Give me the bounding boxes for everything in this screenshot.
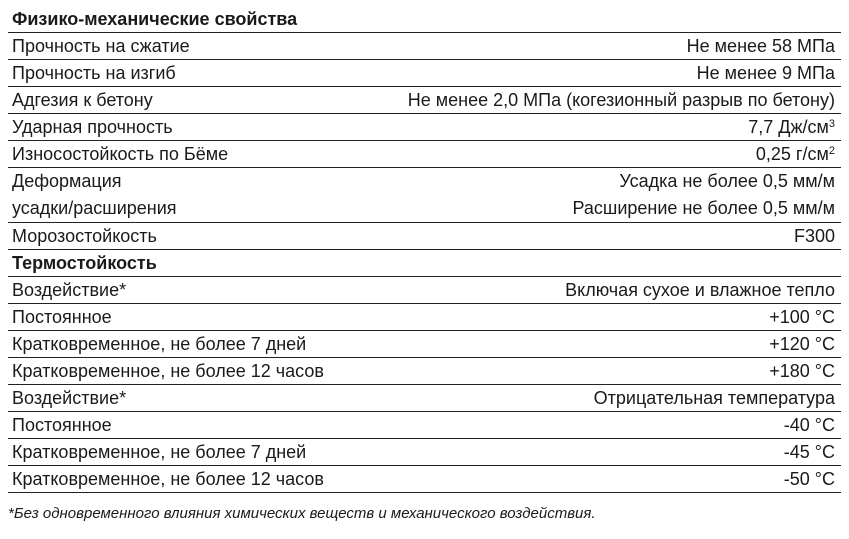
row-value: -40 °С (783, 415, 835, 435)
value-text: 0,25 г/см (755, 144, 829, 164)
row-label: Адгезия к бетону (12, 90, 153, 110)
row-value: Не менее 58 МПа (686, 36, 835, 56)
table-row-impact (8, 114, 841, 141)
row-label: Прочность на изгиб (12, 63, 176, 83)
row-value: Не менее 2,0 МПа (когезионный разрыв по бетону) (407, 90, 835, 110)
table-row-heat-constant (8, 304, 841, 331)
table-row-cold-short-12 (8, 466, 841, 493)
row-label-line1: Деформация (12, 171, 122, 191)
table-row-heat-short-12 (8, 358, 841, 385)
properties-table (8, 6, 841, 493)
row-label: Износостойкость по Бёме (12, 144, 229, 164)
section-header-mechanical (8, 6, 841, 33)
row-value: -50 °С (783, 469, 835, 489)
row-value: Не менее 9 МПа (696, 63, 835, 83)
value-text: 7,7 Дж/см (748, 117, 829, 137)
row-label: Ударная прочность (12, 117, 173, 137)
footnote: *Без одновременного влияния химических веществ и механического воздействия. (8, 505, 596, 522)
row-value: +180 °С (769, 361, 835, 381)
row-value (748, 114, 835, 140)
superscript: 2 (828, 145, 835, 157)
table-row-deformation (8, 168, 841, 223)
section-header-thermo (8, 250, 841, 277)
row-value: -45 °С (783, 442, 835, 462)
row-label: Кратковременное, не более 7 дней (12, 442, 307, 462)
table-row-adhesion (8, 87, 841, 114)
row-label: Прочность на сжатие (12, 36, 190, 56)
row-label: Кратковременное, не более 7 дней (12, 334, 307, 354)
row-value-line2: Расширение не более 0,5 мм/м (572, 198, 835, 218)
section-title: Физико-механические свойства (12, 9, 298, 29)
row-label: Воздействие* (12, 388, 127, 408)
row-value: F300 (793, 226, 835, 246)
row-value (756, 141, 835, 167)
row-label-line2: усадки/расширения (12, 198, 177, 218)
row-label: Морозостойкость (12, 226, 157, 246)
table-row-heat-short-7 (8, 331, 841, 358)
table-row-cold-exposure (8, 385, 841, 412)
row-label: Кратковременное, не более 12 часов (12, 361, 324, 381)
table-row-compression (8, 33, 841, 60)
row-value: +120 °С (769, 334, 835, 354)
row-value: +100 °С (769, 307, 835, 327)
table-row-frost (8, 223, 841, 250)
row-value: Включая сухое и влажное тепло (565, 280, 835, 300)
table-row-heat-exposure (8, 277, 841, 304)
row-label: Кратковременное, не более 12 часов (12, 469, 324, 489)
row-value: Отрицательная температура (593, 388, 835, 408)
superscript: 3 (828, 118, 835, 130)
section-title: Термостойкость (12, 253, 157, 273)
row-label: Постоянное (12, 307, 112, 327)
table-row-cold-short-7 (8, 439, 841, 466)
row-label: Постоянное (12, 415, 112, 435)
table-row-wear (8, 141, 841, 168)
row-value-line1: Усадка не более 0,5 мм/м (619, 171, 835, 191)
table-row-cold-constant (8, 412, 841, 439)
row-label: Воздействие* (12, 280, 127, 300)
table-row-bending (8, 60, 841, 87)
